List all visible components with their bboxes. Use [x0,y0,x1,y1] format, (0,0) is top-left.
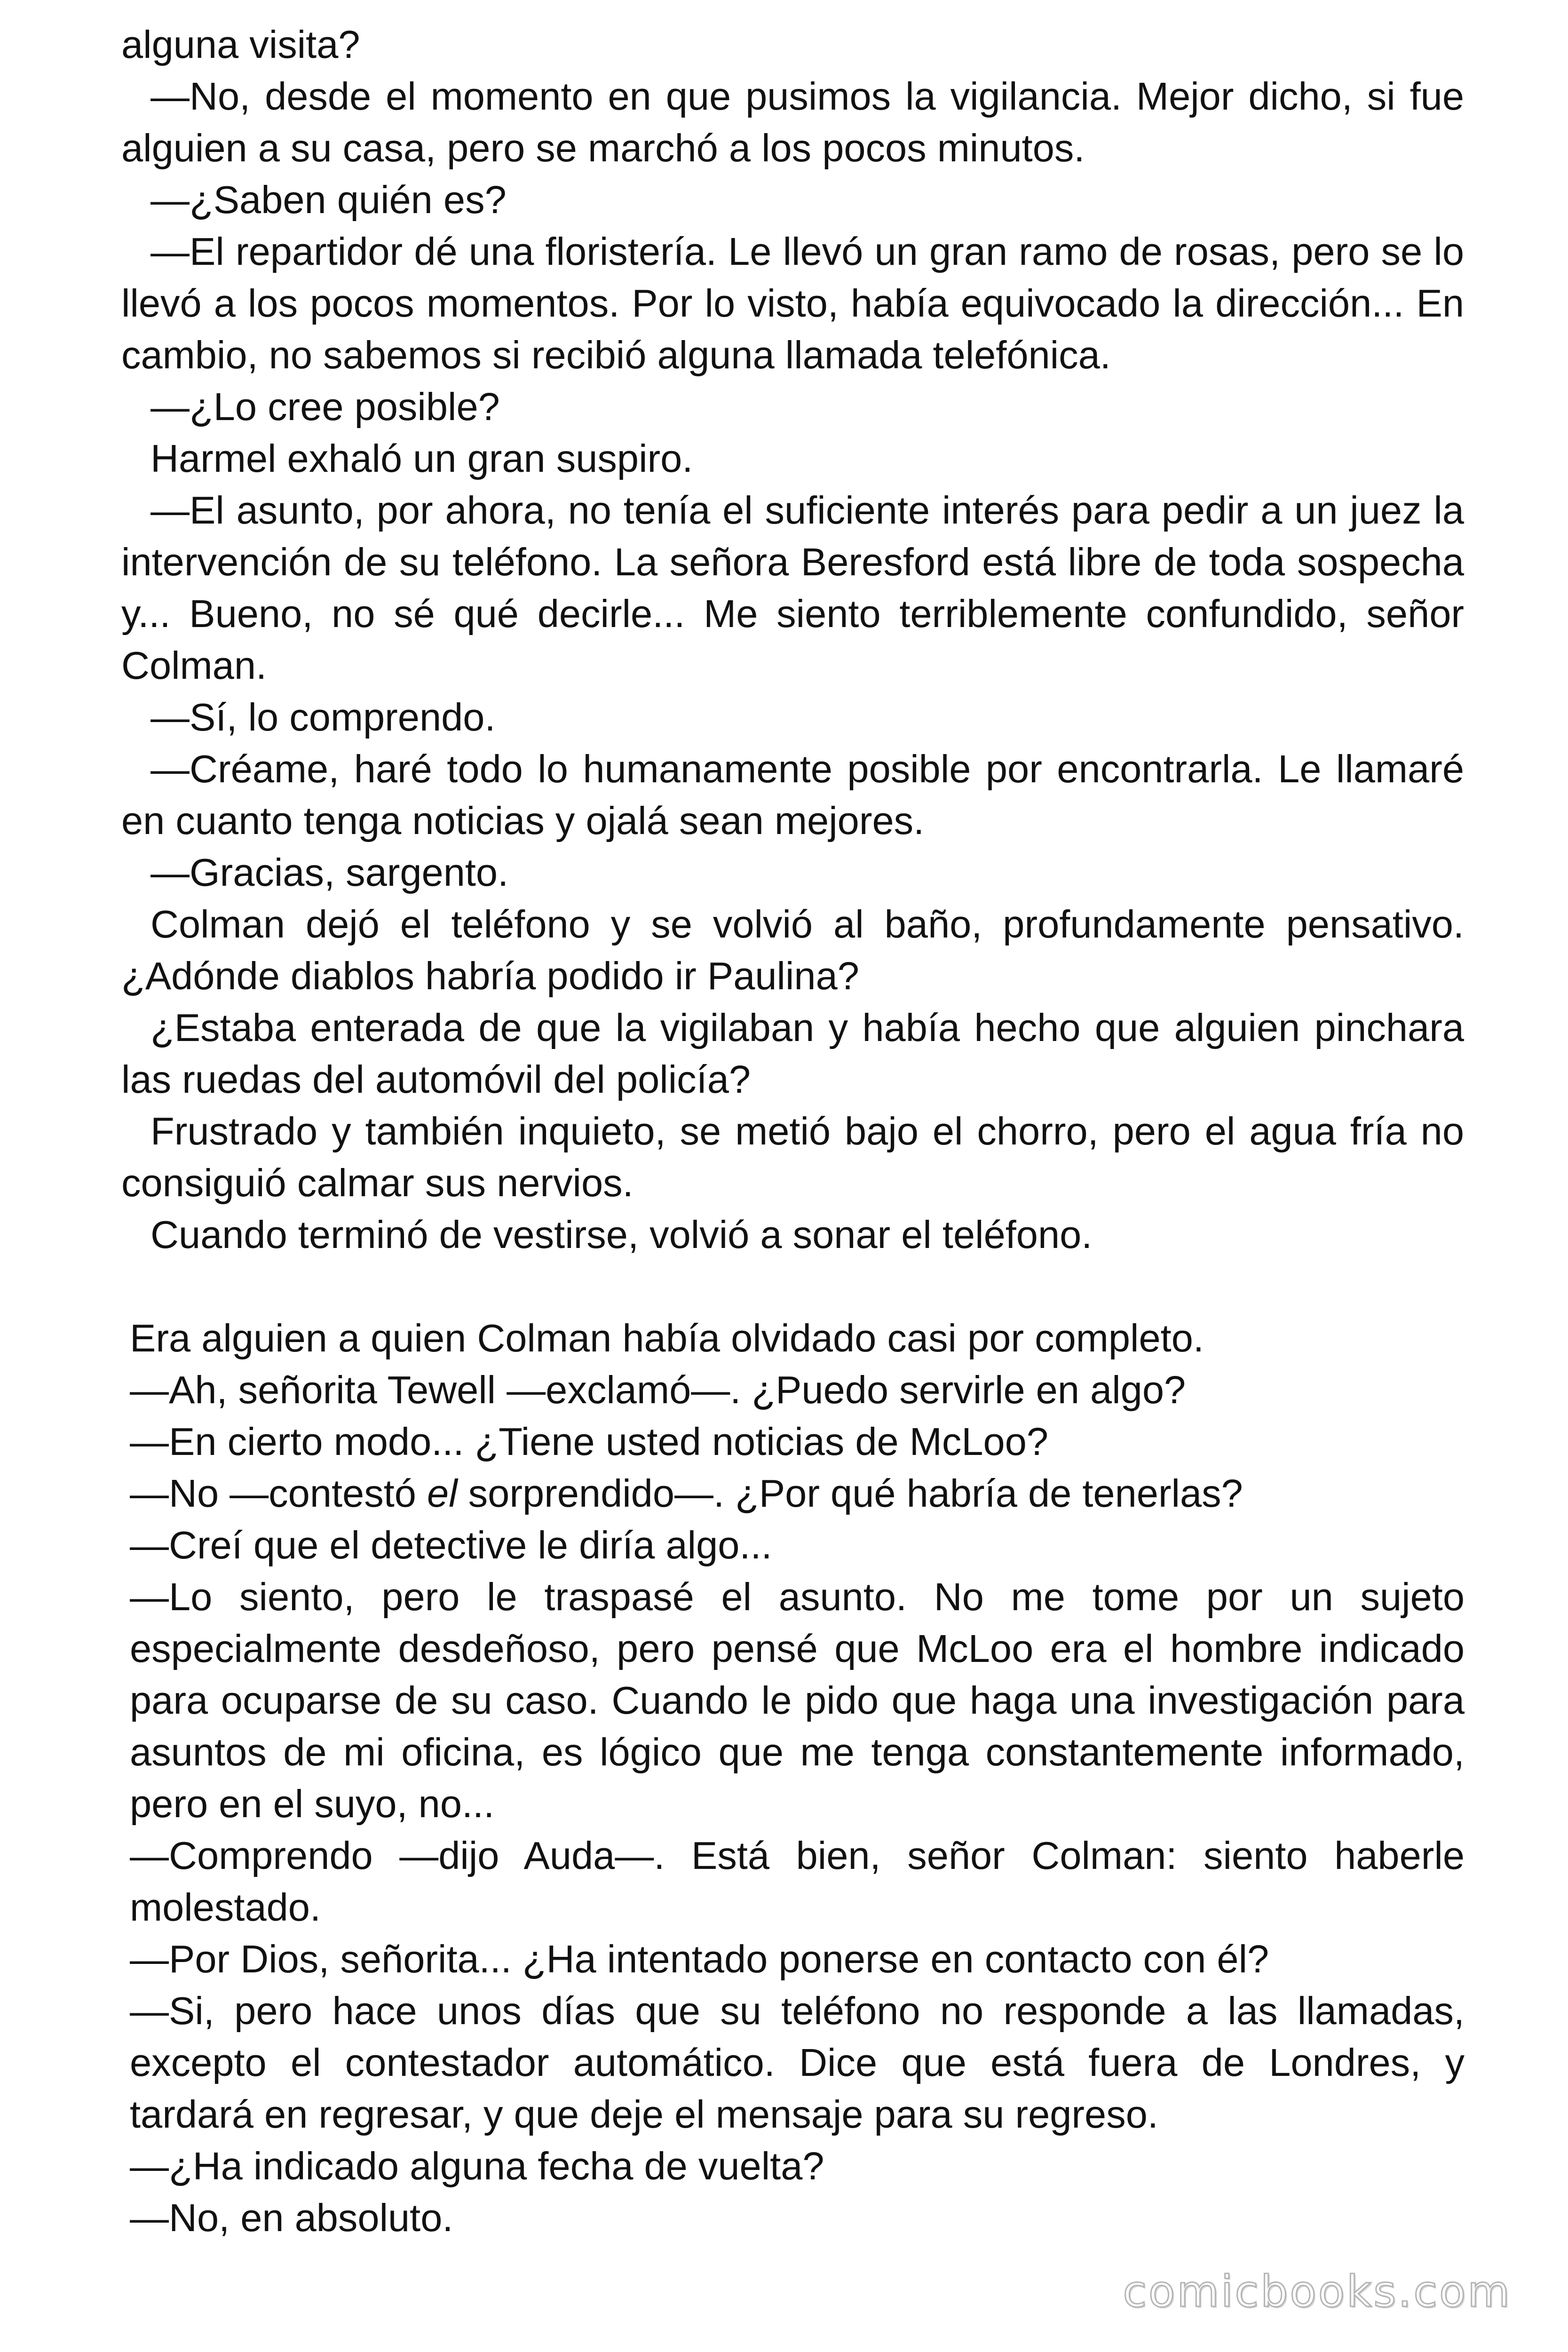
paragraph-segment: —No —contestó [130,1471,427,1515]
paragraph: —Creí que el detective le diría algo... [130,1523,772,1567]
paragraph: —Gracias, sargento. [150,850,509,894]
paragraph: Harmel exhaló un gran suspiro. [150,437,693,480]
paragraph: —Si, pero hace unos días que su teléfono no responde a las llamadas, excepto el contestador automático. Dice que está fuera de Londres, y tardará en regresar, y que deje el mensaje para su regreso. [130,1989,1465,2136]
paragraph: ¿Estaba enterada de que la vigilaban y había hecho que alguien pinchara las ruedas del automóvil del policía? [121,1006,1464,1101]
paragraph: —¿Ha indicado alguna fecha de vuelta? [130,2144,824,2188]
paragraph: Colman dejó el teléfono y se volvió al baño, profundamente pensativo. ¿Adónde diablos habría podido ir Paulina? [121,902,1464,998]
paragraph: —Sí, lo comprendo. [150,695,496,739]
paragraph: —¿Lo cree posible? [150,385,500,429]
paragraph-with-italic [130,1468,1465,1519]
paragraph: —¿Saben quién es? [150,178,507,222]
paragraph: Era alguien a quien Colman había olvidado casi por completo. [130,1316,1204,1360]
paragraph: —Créame, haré todo lo humanamente posible por encontrarla. Le llamaré en cuanto tenga noticias y ojalá sean mejores. [121,747,1464,842]
paragraph: —El repartidor dé una floristería. Le llevó un gran ramo de rosas, pero se lo llevó a los pocos momentos. Por lo visto, había equivocado la dirección... En cambio, no sabemos si recibió alguna llamada telefónica. [121,230,1464,377]
paragraph: —Ah, señorita Tewell —exclamó—. ¿Puedo servirle en algo? [130,1368,1186,1412]
paragraph: alguna visita? [121,23,360,66]
paragraph: Frustrado y también inquieto, se metió bajo el chorro, pero el agua fría no consiguió calmar sus nervios. [121,1109,1464,1205]
paragraph: —No, en absoluto. [130,2196,453,2240]
paragraph-segment: sorprendido—. ¿Por qué habría de tenerlas? [457,1471,1243,1515]
paragraph: —No, desde el momento en que pusimos la vigilancia. Mejor dicho, si fue alguien a su casa, pero se marchó a los pocos minutos. [121,74,1464,170]
text-block-upper [121,19,1464,1261]
text-block-lower [130,1312,1465,2244]
watermark: comicbooks.com [1123,2266,1512,2317]
paragraph: —El asunto, por ahora, no tenía el suficiente interés para pedir a un juez la intervención de su teléfono. La señora Beresford está libre de toda sospecha y... Bueno, no sé qué decirle... Me siento terriblemente confundido, señor Colman. [121,488,1464,687]
paragraph: Cuando terminó de vestirse, volvió a sonar el teléfono. [150,1213,1093,1256]
paragraph: —En cierto modo... ¿Tiene usted noticias de McLoo? [130,1420,1049,1463]
italic-word: el [427,1471,458,1515]
paragraph: —Por Dios, señorita... ¿Ha intentado ponerse en contacto con él? [130,1937,1269,1981]
paragraph: —Comprendo —dijo Auda—. Está bien, señor Colman: siento haberle molestado. [130,1834,1465,1929]
paragraph: —Lo siento, pero le traspasé el asunto. No me tome por un sujeto especialmente desdeñoso, pero pensé que McLoo era el hombre indicado para ocuparse de su caso. Cuando le pido que haga una investigación para asuntos de mi oficina, es lógico que me tenga constantemente informado, pero en el suyo, no... [130,1575,1465,1826]
